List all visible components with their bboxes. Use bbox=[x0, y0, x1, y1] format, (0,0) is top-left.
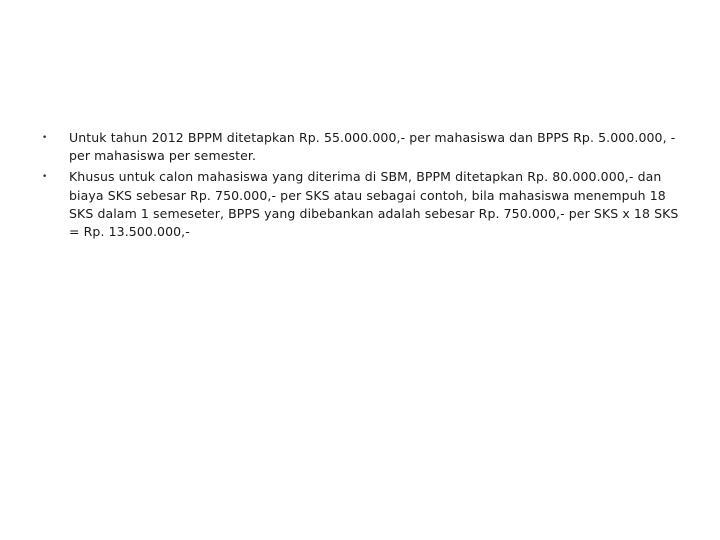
bullet-icon: • bbox=[42, 172, 48, 183]
bullet-text: Untuk tahun 2012 BPPM ditetapkan Rp. 55.000.000,- per mahasiswa dan BPPS Rp. 5.000.000, - per mahasiswa per semester. bbox=[69, 130, 676, 164]
bullet-list bbox=[42, 129, 690, 244]
bullet-item-sbm bbox=[42, 168, 690, 241]
bullet-icon: • bbox=[42, 133, 48, 143]
bullet-text: Khusus untuk calon mahasiswa yang diterima di SBM, BPPM ditetapkan Rp. 80.000.000,- dan biaya SKS sebesar Rp. 750.000,- per SKS atau sebagai contoh, bila mahasiswa menempuh 18 SKS dalam 1 semeseter, BPPS yang dibebankan adalah sebesar Rp. 750.000,- per SKS x 18 SKS = Rp. 13.500.000,- bbox=[69, 169, 679, 240]
bullet-item-bppm-2012 bbox=[42, 129, 690, 165]
